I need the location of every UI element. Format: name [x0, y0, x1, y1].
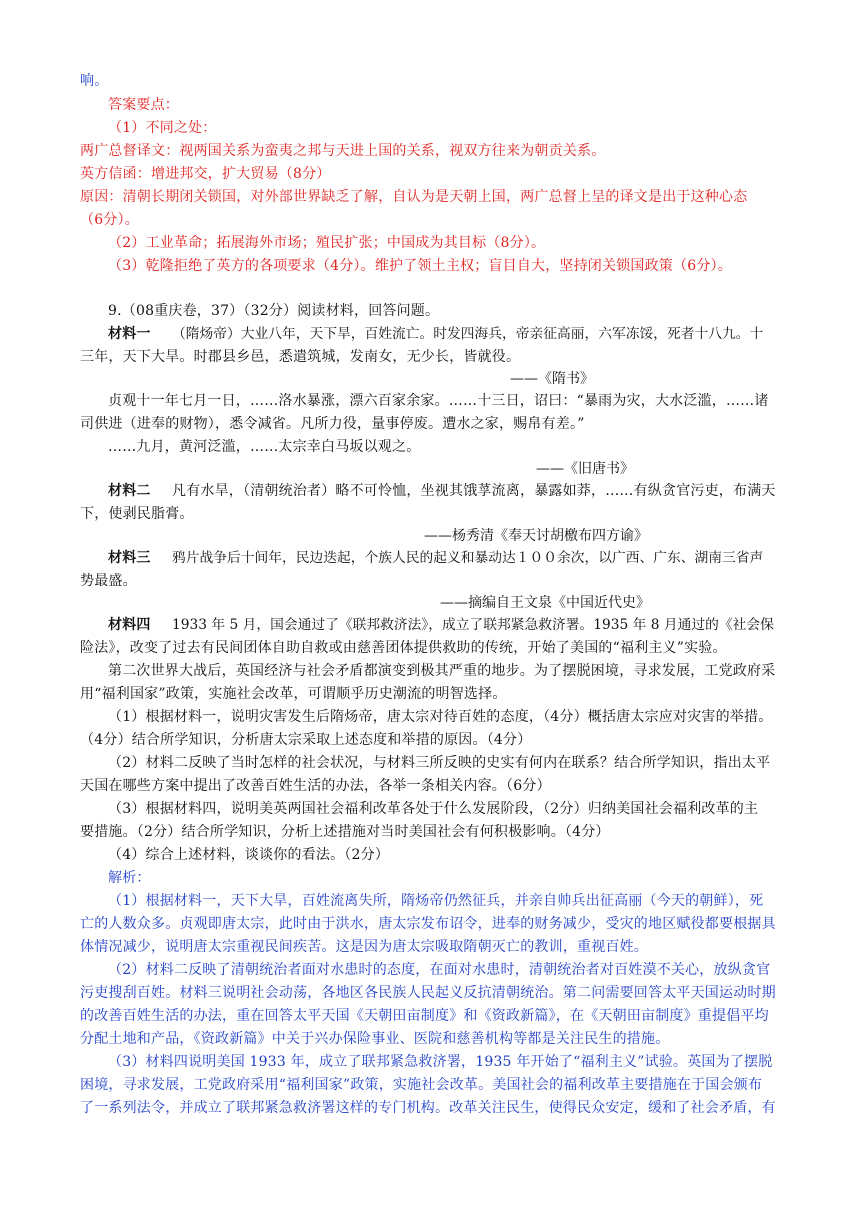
analysis-text: 体情况减少，说明唐太宗重视民间疾苦。这是因为唐太宗吸取隋朝灭亡的教训，重视百姓。 — [80, 939, 648, 955]
analysis-point-3: （3）材料四说明美国 1933 年，成立了联邦紧急救济署，1935 年开始了“福利主义”试验。英国为了摆脱 — [108, 1054, 773, 1070]
answer-line: 两广总督译文：视两国关系为蛮夷之邦与天进上国的关系，视双方往来为朝贡关系。 — [80, 143, 606, 159]
analysis-text: 困境，寻求发展，工党政府采用“福利国家”政策，实施社会改革。美国社会的福利改革主要措施在于国会颁布 — [80, 1077, 763, 1093]
material-text: 险法》，改变了过去有民间团体自助自救或由慈善团体提供救助的传统，开始了美国的“福利主义”实验。 — [80, 640, 727, 656]
answer-point-2: （2）工业革命；拓展海外市场；殖民扩张；中国成为其目标（8分）。 — [108, 235, 546, 251]
answer-line: 原因：清朝长期闭关锁国，对外部世界缺乏了解，自认为是天朝上国，两广总督上呈的译文是出于这种心态 — [80, 189, 748, 205]
analysis-heading: 解析： — [108, 870, 151, 886]
answer-line: （6分）。 — [80, 212, 139, 228]
material-2-label: 材料二 — [108, 483, 151, 499]
sub-question-2: （2）材料二反映了当时怎样的社会状况，与材料三所反映的史实有何内在联系？结合所学知识，指出太平 — [108, 755, 771, 771]
analysis-text: 分配土地和产品，《资政新篇》中关于兴办保险事业、医院和慈善机构等都是关注民生的措施。 — [80, 1031, 670, 1047]
source-citation: ——《隋书》 — [510, 371, 594, 387]
material-text: 用“福利国家”政策，实施社会改革，可谓顺乎历史潮流的明智选择。 — [80, 686, 507, 702]
source-citation: ——杨秀清《奉天讨胡檄布四方谕》 — [424, 528, 648, 544]
sub-question-1: （1）根据材料一，说明灾害发生后隋炀帝，唐太宗对待百姓的态度，（4分）概括唐太宗应对灾害的举措。 — [108, 709, 773, 725]
material-text: 三年，天下大旱。时郡县乡邑，悉遣筑城，发南女，无少长，皆就役。 — [80, 349, 521, 365]
material-text: 势最盛。 — [80, 573, 137, 589]
material-text: 第二次世界大战后，英国经济与社会矛盾都演变到极其严重的地步。为了摆脱困境，寻求发展，工党政府采 — [108, 663, 776, 679]
analysis-point-2: （2）材料二反映了清朝统治者面对水患时的态度，在面对水患时，清朝统治者对百姓漠不关心，放纵贪官 — [108, 962, 771, 978]
material-3-text: 鸦片战争后十间年，民边迭起，个族人民的起义和暴动达１００余次，以广西、广东、湖南三省声 — [172, 550, 764, 566]
answer-point-1: （1）不同之处： — [108, 120, 217, 136]
material-4-text: 1933 年 5 月，国会通过了《联邦救济法》，成立了联邦紧急救济署。1935 年 8 月通过的《社会保 — [172, 617, 774, 633]
answer-continuation: 响。 — [80, 73, 109, 89]
material-3-label: 材料三 — [108, 550, 151, 566]
question-9-heading: 9.（08重庆卷，37）（32分）阅读材料，回答问题。 — [108, 303, 440, 319]
material-1-text: （隋炀帝）大业八年，天下旱，百姓流亡。时发四海兵，帝亲征高丽，六军冻馁，死者十八九。十 — [172, 326, 764, 342]
analysis-point-1: （1）根据材料一，天下大旱，百姓流离失所，隋炀帝仍然征兵，并亲自帅兵出征高丽（今天的朝鲜），死 — [108, 893, 764, 909]
analysis-text: 亡的人数众多。贞观即唐太宗，此时由于洪水，唐太宗发布诏令，进奉的财务减少，受灾的地区赋役都要根据具 — [80, 916, 776, 932]
answer-line: 英方信函：增进邦交，扩大贸易（8分） — [80, 166, 331, 182]
answer-point-3: （3）乾隆拒绝了英方的各项要求（4分）。维护了领土主权；盲目自大，坚持闭关锁国政策（6分）。 — [108, 258, 732, 274]
material-text: ……九月，黄河泛滥，……太宗幸白马坂以观之。 — [108, 439, 421, 455]
material-1-label: 材料一 — [108, 326, 151, 342]
sub-question-4: （4）综合上述材料，谈谈你的看法。（2分） — [108, 847, 390, 863]
material-text: 下，使剥民脂膏。 — [80, 506, 194, 522]
material-text: 贞观十一年七月一日，……洛水暴涨，漂六百家余家。……十三日，诏曰：“暴雨为灾，大水泛滥，……诸 — [108, 393, 769, 409]
material-text: 司供进（进奉的财物），悉令减省。凡所力役，量事停废。遭水之家，赐帛有差。” — [80, 416, 585, 432]
source-citation: ——摘编自王文泉《中国近代史》 — [440, 595, 650, 611]
sub-question-3: （3）根据材料四，说明美英两国社会福利改革各处于什么发展阶段，（2分）归纳美国社会福利改革的主 — [108, 801, 759, 817]
sub-question-text: 要措施。（2分）结合所学知识，分析上述措施对当时美国社会有何积极影响。（4分） — [80, 824, 610, 840]
material-4-label: 材料四 — [108, 617, 151, 633]
source-citation: ——《旧唐书》 — [536, 461, 634, 477]
analysis-text: 污吏搜刮百姓。材料三说明社会动荡，各地区各民族人民起义反抗清朝统治。第二问需要回答太平天国运动时期 — [80, 985, 776, 1001]
analysis-text: 的改善百姓生活的办法，重在回答太平天国《天朝田亩制度》和《资政新篇》，在《天朝田亩制度》重提倡平均 — [80, 1008, 769, 1024]
sub-question-text: （4分）结合所学知识，分析唐太宗采取上述态度和举措的原因。（4分） — [80, 732, 532, 748]
answer-key-heading: 答案要点： — [108, 97, 179, 113]
material-2-text: 凡有水旱，（清朝统治者）略不可怜恤，坐视其饿莩流离，暴露如莽，……有纵贪官污吏，布满天 — [172, 483, 776, 499]
analysis-text: 了一系列法令，并成立了联邦紧急救济署这样的专门机构。改革关注民生，使得民众安定，缓和了社会矛盾，有 — [80, 1100, 776, 1116]
sub-question-text: 天国在哪些方案中提出了改善百姓生活的办法，各举一条相关内容。（6分） — [80, 778, 551, 794]
